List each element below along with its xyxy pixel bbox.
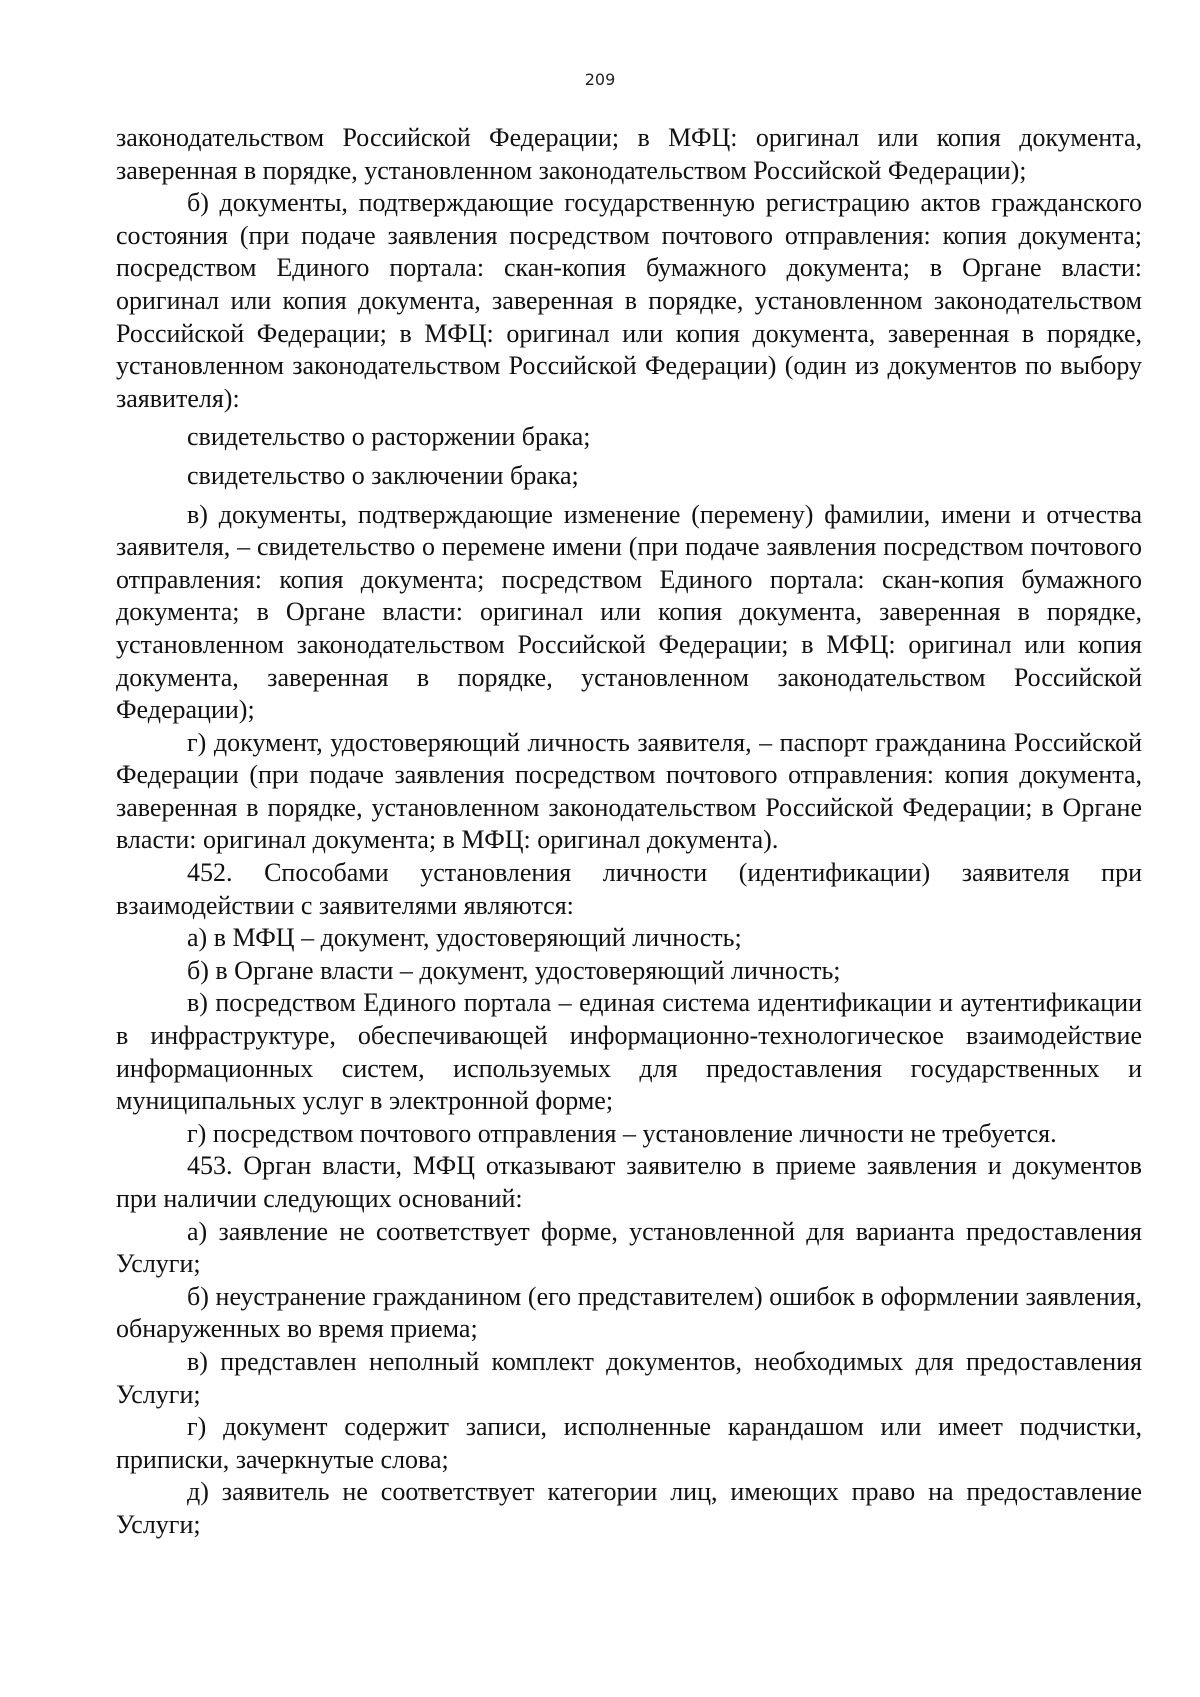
paragraph-divorce-certificate: свидетельство о расторжении брака; [187, 422, 591, 452]
paragraph-continuation: законодательством Российской Федерации; в МФЦ: оригинал или копия документа, заверенная в порядке, установленном законодательством Российской Федерации); [116, 123, 1142, 185]
paragraph-453-refusal-grounds: 453. Орган власти, МФЦ отказывают заявителю в приеме заявления и документов при наличии следующих оснований: [116, 1151, 1142, 1213]
paragraph-item-b-civil-status-docs: б) документы, подтверждающие государственную регистрацию актов гражданского состояния (при подаче заявления посредством почтового отправления: копия документа; посредством Единого портала: скан-копия бумажного документа; в Органе власти: оригинал или копия документа, заверенная в порядке, установленном законодательством Российской Федерации; в МФЦ: оригинал или копия документа, заверенная в порядке, установленном законодательством Российской Федерации) (один из документов по выбору заявителя): [116, 188, 1142, 413]
paragraph-452-b-authority: б) в Органе власти – документ, удостоверяющий личность; [187, 955, 841, 985]
paragraph-item-g-identity-document: г) документ, удостоверяющий личность заявителя, – паспорт гражданина Российской Федерации (при подаче заявления посредством почтового отправления: копия документа, заверенная в порядке, установленном законодательством Российской Федерации; в Органе власти: оригинал документа; в МФЦ: оригинал документа). [116, 727, 1142, 855]
paragraph-453-v-incomplete-set: в) представлен неполный комплект документов, необходимых для предоставления Услуги; [116, 1346, 1142, 1409]
paragraph-452-a-mfc: а) в МФЦ – документ, удостоверяющий личность; [187, 923, 742, 953]
paragraph-marriage-certificate: свидетельство о заключении брака; [187, 460, 579, 490]
paragraph-453-g-pencil-records: г) документ содержит записи, исполненные карандашом или имеет подчистки, приписки, зачеркнутые слова; [116, 1412, 1142, 1474]
paragraph-452-v-unified-portal: в) посредством Единого портала – единая система идентификации и аутентификации в инфраструктуре, обеспечивающей информационно-технологическое взаимодействие информационных систем, используемых для предоставления государственных и муниципальных услуг в электронной форме; [116, 988, 1142, 1116]
paragraph-452-g-postal: г) посредством почтового отправления – установление личности не требуется. [187, 1118, 1057, 1148]
paragraph-453-d-category-mismatch: д) заявитель не соответствует категории лиц, имеющих право на предоставление Услуги; [116, 1477, 1142, 1539]
paragraph-item-v-name-change-docs: в) документы, подтверждающие изменение (перемену) фамилии, имени и отчества заявителя, – свидетельство о перемене имени (при подаче заявления посредством почтового отправления: копия документа; посредством Единого портала: скан-копия бумажного документа; в Органе власти: оригинал или копия документа, заверенная в порядке, установленном законодательством Российской Федерации; в МФЦ: оригинал или копия документа, заверенная в порядке, установленном законодательством Российской Федерации); [116, 499, 1142, 725]
paragraph-453-b-uncorrected-errors: б) неустранение гражданином (его представителем) ошибок в оформлении заявления, обнаруженных во время приема; [116, 1281, 1142, 1344]
paragraph-452-identification-methods: 452. Способами установления личности (идентификации) заявителя при взаимодействии с заявителями являются: [116, 858, 1142, 920]
paragraph-453-a-form-mismatch: а) заявление не соответствует форме, установленной для варианта предоставления Услуги; [116, 1216, 1142, 1279]
document-body [116, 122, 1142, 1542]
page-number: 209 [584, 70, 616, 89]
